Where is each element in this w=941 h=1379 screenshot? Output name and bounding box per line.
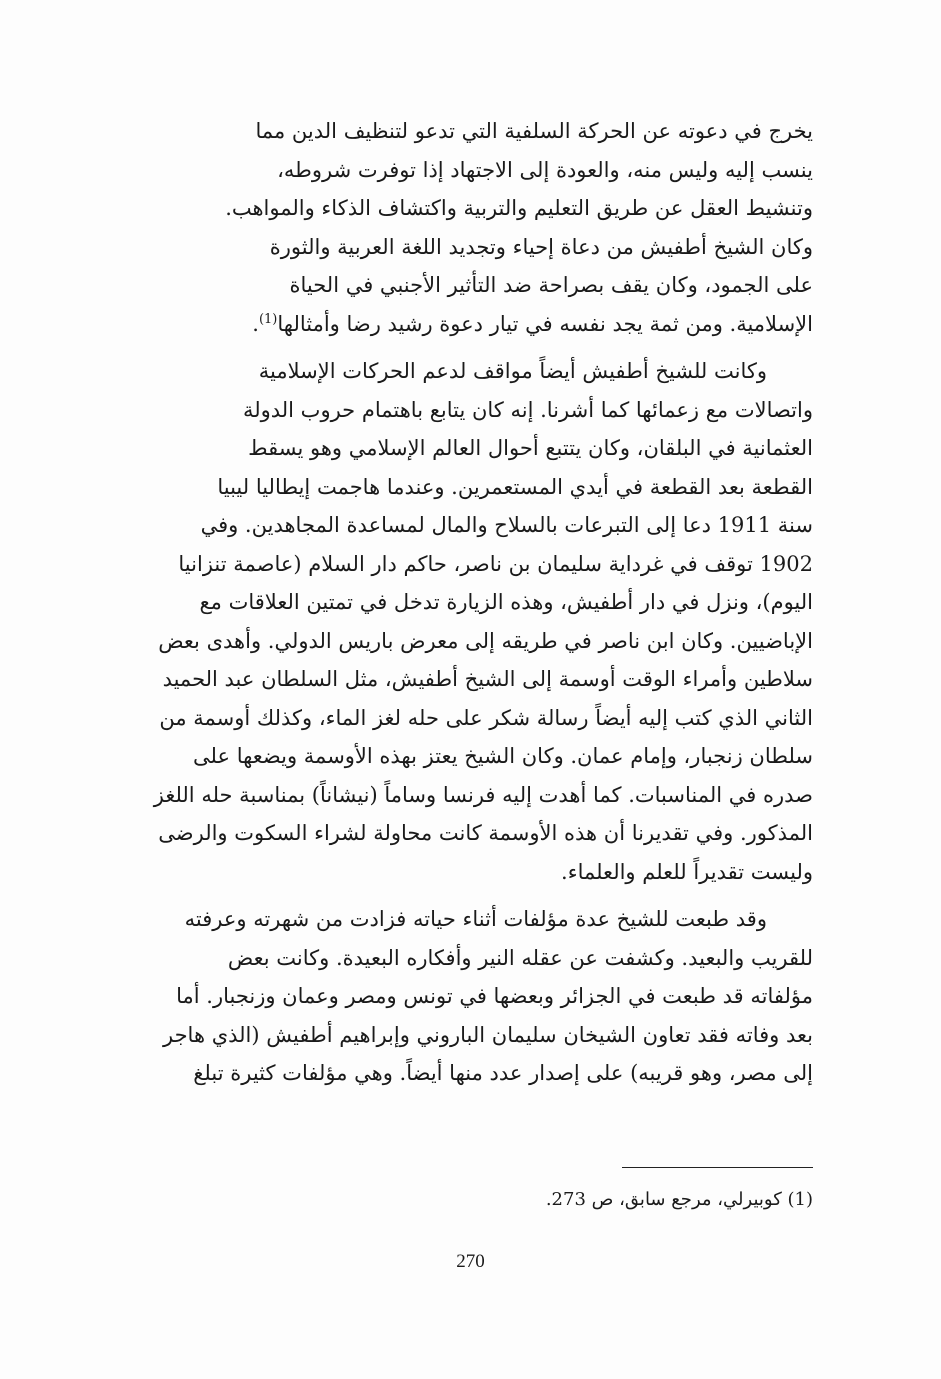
- paragraph-3: وقد طبعت للشيخ عدة مؤلفات أثناء حياته فزادت من شهرته وعرفته للقريب والبعيد. وكشفت عن عقله النير وأفكاره البعيدة. وكانت بعض مؤلفاته قد طبعت في الجزائر وبعضها في تونس ومصر وعمان وزنجبار. أما بعد وفاته فقد تعاون الشيخان سليمان الباروني وإبراهيم أطفيش (الذي هاجر إلى مصر، وهو قريبه) على إصدار عدد منها أيضاً. وهي مؤلفات كثيرة تبلغ: [162, 907, 813, 1085]
- paragraph-1-text: يخرج في دعوته عن الحركة السلفية التي تدعو لتنظيف الدين مما ينسب إليه وليس منه، والعودة إلى الاجتهاد إذا توفرت شروطه، وتنشيط العقل عن طريق التعليم والتربية واكتشاف الذكاء والمواهب. وكان الشيخ أطفيش من دعاة إحياء وتجديد اللغة العربية والثورة على الجمود، وكان يقف بصراحة ضد التأثير الأجنبي في الحياة الإسلامية. ومن ثمة يجد نفسه في تيار دعوة رشيد رضا وأمثالها: [225, 119, 813, 336]
- body-text: [104, 112, 813, 1093]
- paragraph-2: وكانت للشيخ أطفيش أيضاً مواقف لدعم الحركات الإسلامية واتصالات مع زعمائها كما أشرنا. إنه كان يتابع باهتمام حروب الدولة العثمانية في البلقان، وكان يتتبع أحوال العالم الإسلامي وهو يسقط القطعة بعد القطعة في أيدي المستعمرين. وعندما هاجمت إيطاليا ليبيا سنة 1911 دعا إلى التبرعات بالسلاح والمال لمساعدة المجاهدين. وفي 1902 توقف في غرداية سليمان بن ناصر، حاكم دار السلام (عاصمة تنزانيا اليوم)، ونزل في دار أطفيش، وهذه الزيارة تدخل في تمتين العلاقات مع الإباضيين. وكان ابن ناصر في طريقه إلى معرض باريس الدولي. وأهدى بعض سلاطين وأمراء الوقت أوسمة إلى الشيخ أطفيش، مثل السلطان عبد الحميد الثاني الذي كتب إليه أيضاً رسالة شكر على حله لغز الماء، وكذلك أوسمة من سلطان زنجبار، وإمام عمان. وكان الشيخ يعتز بهذه الأوسمة ويضعها على صدره في المناسبات. كما أهدت إليه فرنسا وساماً (نيشاناً) بمناسبة حله اللغز المذكور. وفي تقديرنا أن هذه الأوسمة كانت محاولة لشراء السكوت والرضى وليست تقديراً للعلم والعلماء.: [153, 359, 813, 884]
- footnote-divider: [622, 1167, 813, 1168]
- paragraph-1-end: .: [252, 311, 259, 336]
- footnote: (1) كوبيرلي، مرجع سابق، ص 273.: [545, 1189, 813, 1210]
- paragraph-1: [104, 112, 813, 343]
- footnote-reference[interactable]: (1): [258, 311, 278, 327]
- page-number: 270: [456, 1251, 485, 1272]
